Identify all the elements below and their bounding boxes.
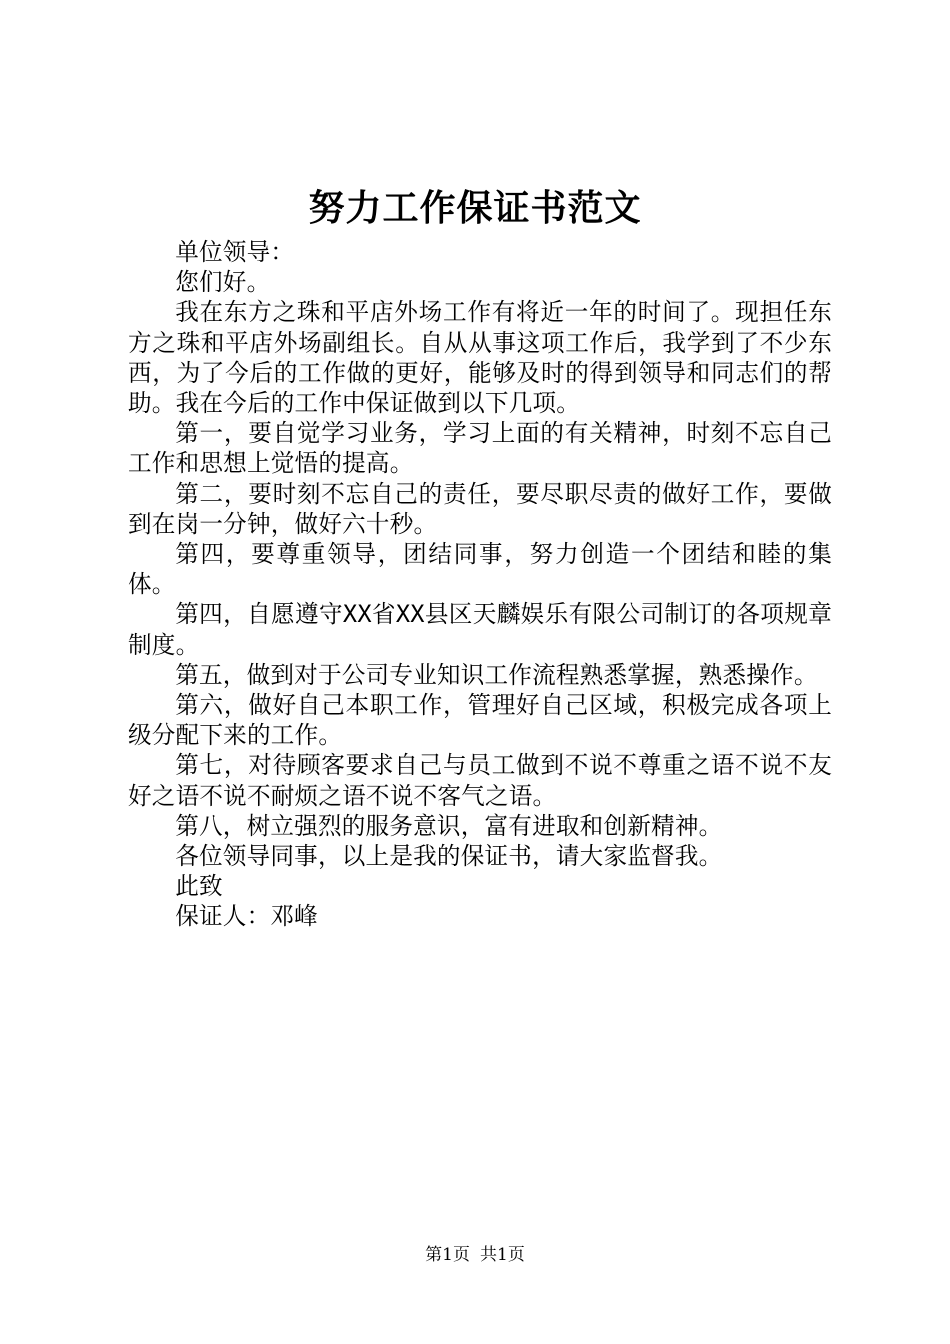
page-footer bbox=[0, 1242, 950, 1268]
pledge-item: 第七，对待顾客要求自己与员工做到不说不尊重之语不说不友好之语不说不耐烦之语不说不客气之语。 bbox=[128, 751, 832, 810]
pledge-item: 第五，做到对于公司专业知识工作流程熟悉掌握，熟悉操作。 bbox=[175, 660, 818, 689]
pledge-item: 第一，要自觉学习业务，学习上面的有关精神，时刻不忘自己工作和思想上觉悟的提高。 bbox=[128, 419, 832, 478]
document-title: 努力工作保证书范文 bbox=[308, 187, 642, 229]
closing-paragraph: 各位领导同事，以上是我的保证书，请大家监督我。 bbox=[175, 842, 723, 871]
greeting: 您们好。 bbox=[175, 268, 271, 297]
intro-paragraph: 我在东方之珠和平店外场工作有将近一年的时间了。现担任东方之珠和平店外场副组长。自从从事这项工作后，我学到了不少东西，为了今后的工作做的更好，能够及时的得到领导和同志们的帮助。我在今后的工作中保证做到以下几项。 bbox=[128, 298, 832, 418]
signature-line: 保证人：邓峰 bbox=[175, 902, 318, 931]
pledge-item: 第四，要尊重领导，团结同事，努力创造一个团结和睦的集体。 bbox=[128, 540, 832, 599]
pledge-item: 第六，做好自己本职工作，管理好自己区域，积极完成各项上级分配下来的工作。 bbox=[128, 691, 832, 750]
page-total: 共1页 bbox=[480, 1245, 525, 1265]
page-number: 第1页 bbox=[425, 1245, 470, 1265]
pledge-item: 第四，自愿遵守XX省XX县区天麟娱乐有限公司制订的各项规章制度。 bbox=[128, 600, 832, 659]
salutation: 单位领导： bbox=[175, 238, 295, 266]
document-body bbox=[128, 237, 832, 932]
closing-salute: 此致 bbox=[175, 872, 223, 901]
pledge-item: 第二，要时刻不忘自己的责任，要尽职尽责的做好工作，要做到在岗一分钟，做好六十秒。 bbox=[128, 479, 832, 538]
pledge-item: 第八，树立强烈的服务意识，富有进取和创新精神。 bbox=[175, 811, 723, 840]
